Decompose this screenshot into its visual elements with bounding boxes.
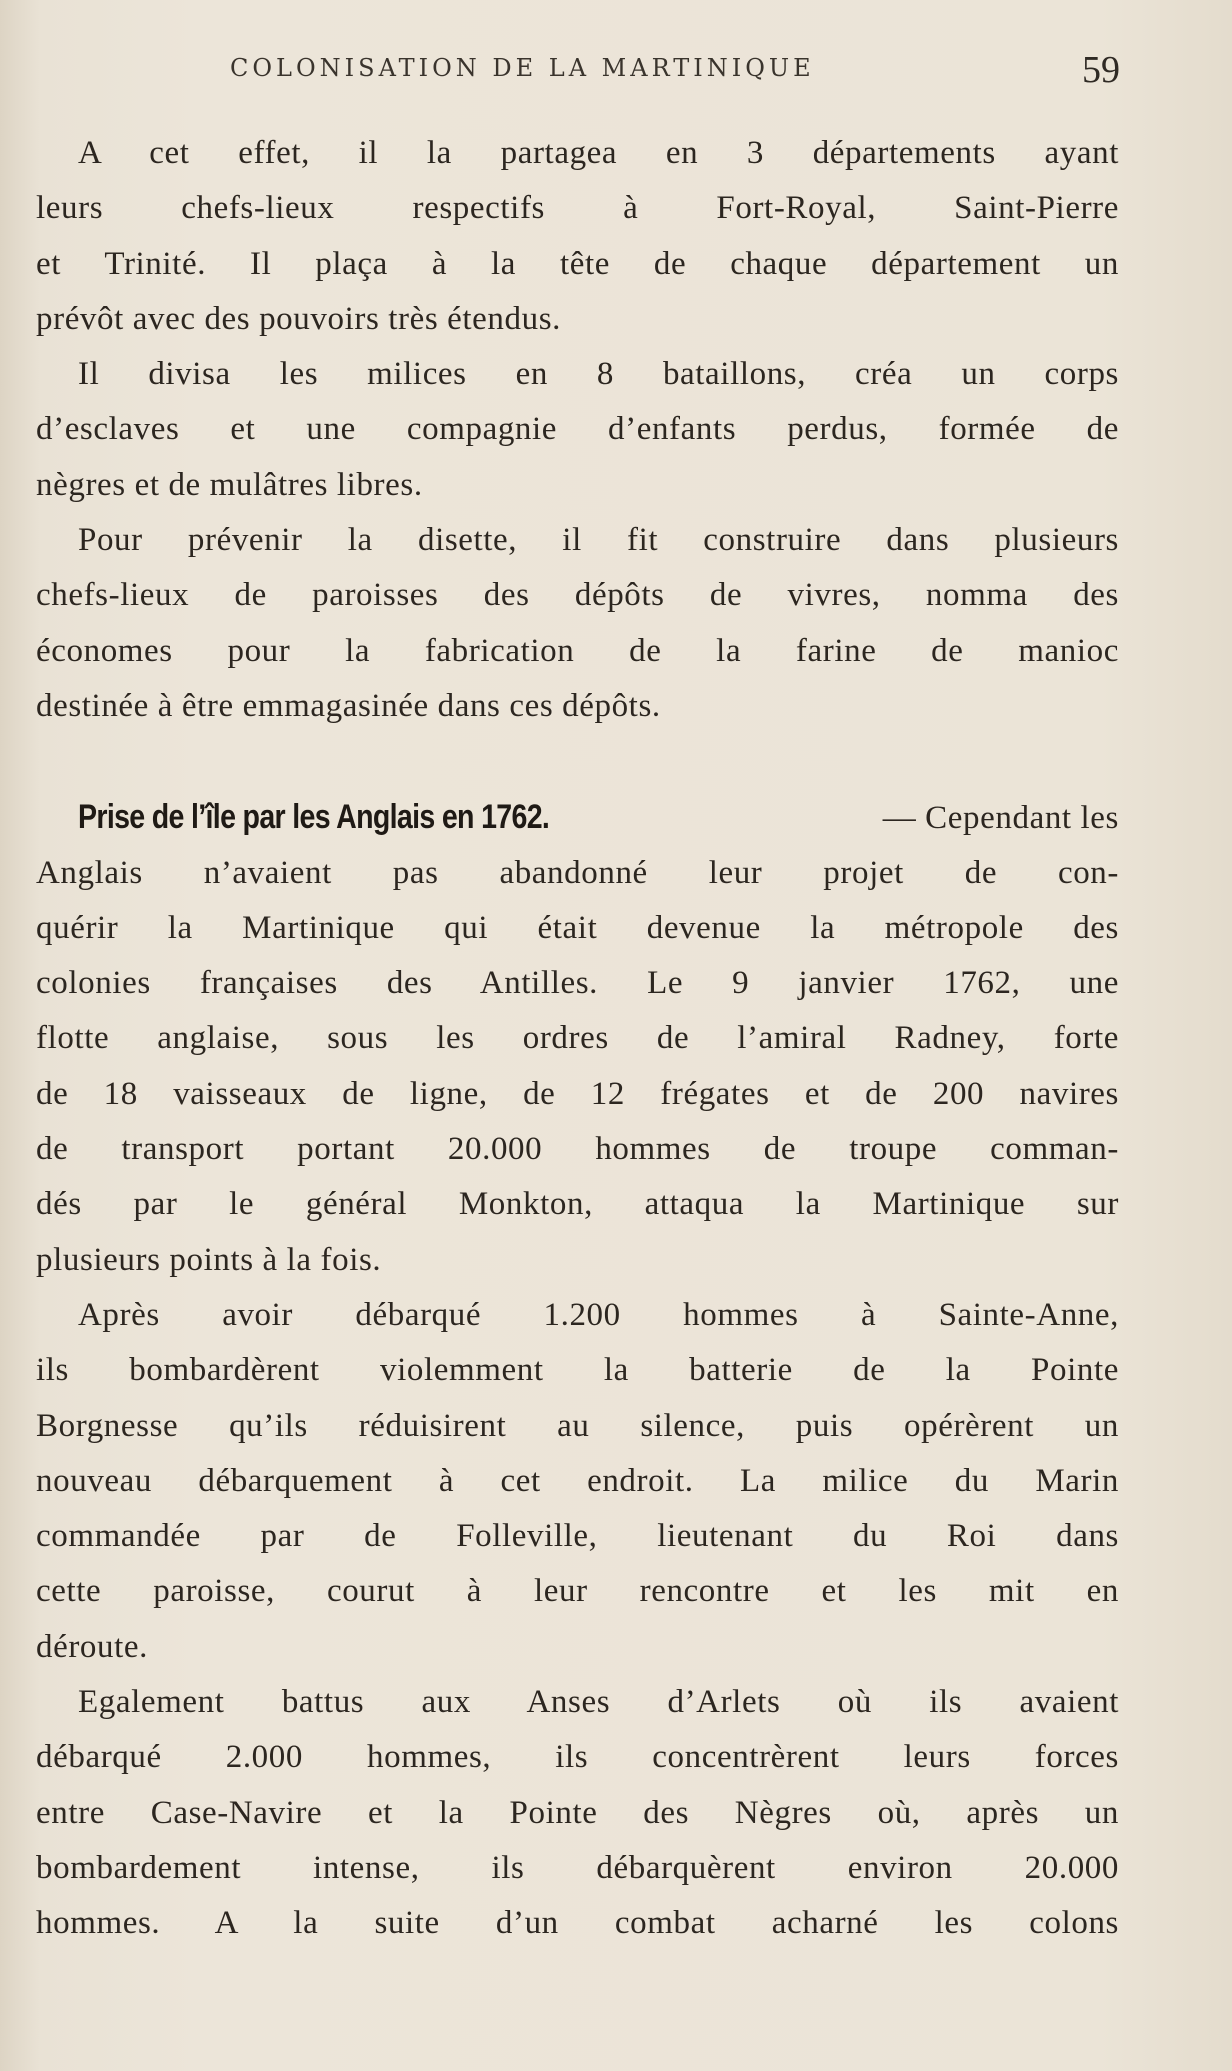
text-line: Egalement battus aux Anses d’Arlets où ils avaient: [78, 1684, 1119, 1721]
heading-continuation: — Cependant les: [882, 800, 1119, 837]
text-line: entre Case-Navire et la Pointe des Nègres où, après un: [36, 1794, 1119, 1831]
text-line: destinée à être emmagasinée dans ces dépôts.: [36, 687, 661, 724]
text-line: Anglais n’avaient pas abandonné leur projet de con-: [36, 854, 1119, 891]
page-number: 59: [1082, 49, 1120, 91]
section-heading-line: [36, 790, 1119, 845]
paragraph: [36, 846, 1119, 1288]
text-line: et Trinité. Il plaça à la tête de chaque département un: [36, 245, 1119, 282]
text-line: bombardement intense, ils débarquèrent environ 20.000: [36, 1849, 1119, 1886]
text-line: de 18 vaisseaux de ligne, de 12 frégates et de 200 navires: [36, 1075, 1119, 1112]
text-line: flotte anglaise, sous les ordres de l’amiral Radney, forte: [36, 1020, 1119, 1057]
paragraph: [36, 513, 1119, 734]
text-line: cette paroisse, courut à leur rencontre et les mit en: [36, 1573, 1119, 1610]
text-line: nègres et de mulâtres libres.: [36, 466, 423, 503]
text-line: dés par le général Monkton, attaqua la Martinique sur: [36, 1186, 1119, 1223]
running-title: COLONISATION DE LA MARTINIQUE: [230, 54, 815, 82]
running-head: [230, 48, 1180, 91]
text-line: débarqué 2.000 hommes, ils concentrèrent leurs forces: [36, 1739, 1119, 1776]
text-line: Pour prévenir la disette, il fit construire dans plusieurs: [78, 522, 1119, 559]
text-line: commandée par de Folleville, lieutenant du Roi dans: [36, 1518, 1119, 1555]
body-text: [36, 126, 1119, 1952]
section-gap: [36, 734, 1119, 790]
text-line: hommes. A la suite d’un combat acharné les colons: [36, 1905, 1119, 1942]
text-line: économes pour la fabrication de la farine de manioc: [36, 632, 1119, 669]
text-line: plusieurs points à la fois.: [36, 1241, 382, 1278]
text-line: ils bombardèrent violemment la batterie de la Pointe: [36, 1352, 1119, 1389]
text-line: déroute.: [36, 1628, 149, 1665]
text-line: leurs chefs-lieux respectifs à Fort-Royal, Saint-Pierre: [36, 190, 1119, 227]
text-line: colonies françaises des Antilles. Le 9 janvier 1762, une: [36, 965, 1119, 1002]
text-line: chefs-lieux de paroisses des dépôts de vivres, nomma des: [36, 577, 1119, 614]
text-line: Il divisa les milices en 8 bataillons, créa un corps: [78, 356, 1119, 393]
text-line: de transport portant 20.000 hommes de troupe comman-: [36, 1131, 1119, 1168]
text-line: d’esclaves et une compagnie d’enfants perdus, formée de: [36, 411, 1119, 448]
paragraph: [36, 126, 1119, 347]
section-heading: Prise de l’île par les Anglais en 1762.: [78, 798, 550, 837]
text-line: Après avoir débarqué 1.200 hommes à Sainte-Anne,: [78, 1296, 1119, 1333]
text-line: prévôt avec des pouvoirs très étendus.: [36, 300, 561, 337]
paragraph: [36, 347, 1119, 513]
text-line: quérir la Martinique qui était devenue la métropole des: [36, 909, 1119, 946]
paragraph: [36, 1288, 1119, 1675]
text-line: A cet effet, il la partagea en 3 départements ayant: [78, 135, 1119, 171]
text-line: nouveau débarquement à cet endroit. La milice du Marin: [36, 1462, 1119, 1499]
text-line: Borgnesse qu’ils réduisirent au silence, puis opérèrent un: [36, 1407, 1119, 1444]
paragraph: [36, 1675, 1119, 1951]
